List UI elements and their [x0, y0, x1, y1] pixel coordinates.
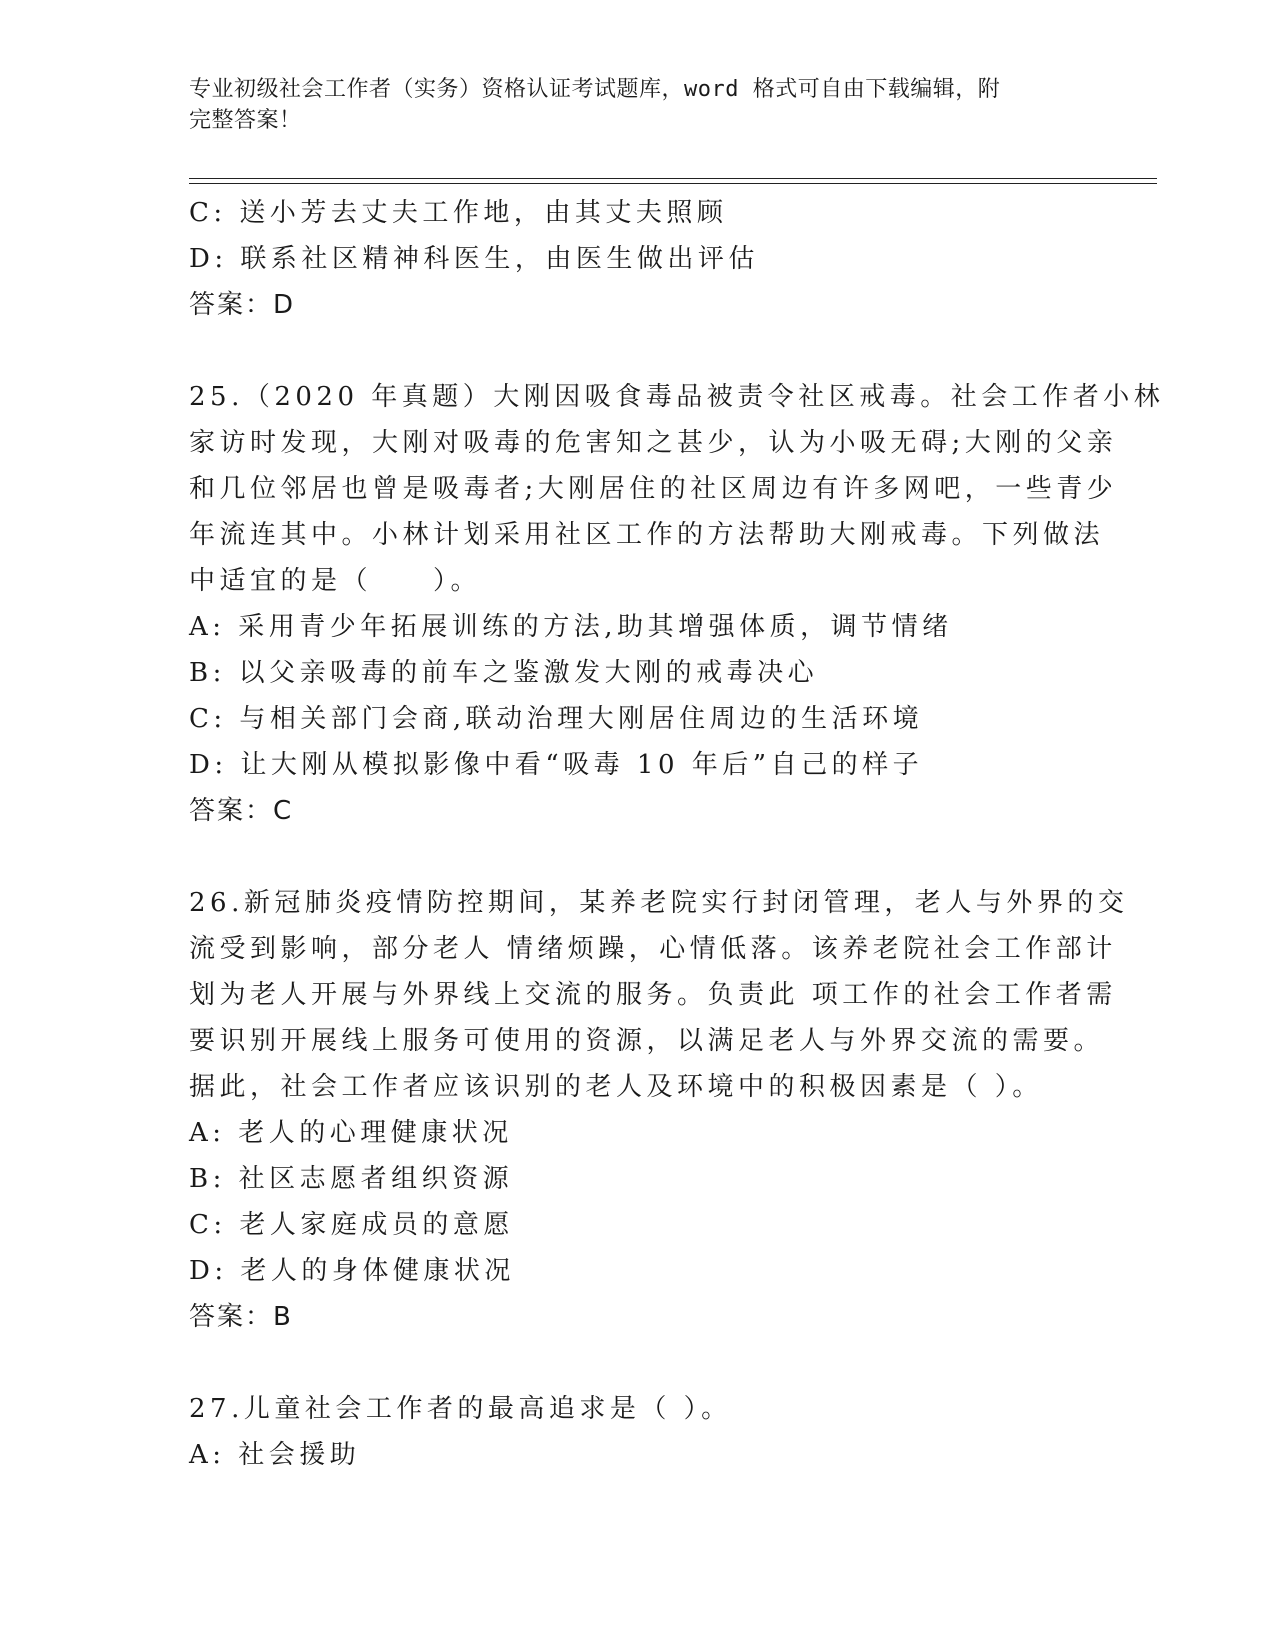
- question-stem-line: 据此，社会工作者应该识别的老人及环境中的积极因素是（ ）。: [189, 1072, 1043, 1102]
- option-d: D: 联系社区精神科医生，由医生做出评估: [189, 244, 759, 274]
- question-stem-line: 要识别开展线上服务可使用的资源，以满足老人与外界交流的需要。: [189, 1026, 1105, 1056]
- option-a: A: 采用青少年拓展训练的方法,助其增强体质，调节情绪: [189, 612, 953, 642]
- question-stem-line: 25.（2020 年真题）大刚因吸食毒品被责令社区戒毒。社会工作者小林: [189, 382, 1165, 412]
- question-27: [189, 1386, 1089, 1478]
- option-a: A: 老人的心理健康状况: [189, 1118, 513, 1148]
- prev-question-block: [189, 190, 1089, 328]
- option-c: C: 老人家庭成员的意愿: [189, 1210, 514, 1240]
- header-line-2: 完整答案！: [189, 108, 302, 133]
- header-line-1: 专业初级社会工作者（实务）资格认证考试题库，word 格式可自由下载编辑，附: [189, 77, 1001, 102]
- question-stem-line: 划为老人开展与外界线上交流的服务。负责此 项工作的社会工作者需: [189, 980, 1117, 1010]
- question-content: [189, 190, 1165, 1478]
- question-stem-line: 27.儿童社会工作者的最高追求是（ ）。: [189, 1394, 732, 1424]
- option-c: C: 与相关部门会商,联动治理大刚居住周边的生活环境: [189, 704, 924, 734]
- option-a: A: 社会援助: [189, 1440, 361, 1470]
- question-26: [189, 880, 1129, 1340]
- question-stem-line: 26.新冠肺炎疫情防控期间，某养老院实行封闭管理，老人与外界的交: [189, 888, 1129, 918]
- question-stem-line: 中适宜的是（ ）。: [189, 566, 482, 596]
- answer-line: 答案：B: [189, 1302, 293, 1332]
- header-divider-top: [189, 178, 1157, 179]
- answer-line: 答案：D: [189, 290, 296, 320]
- question-stem-line: 和几位邻居也曾是吸毒者;大刚居住的社区周边有许多网吧，一些青少: [189, 474, 1118, 504]
- question-stem-line: 年流连其中。小林计划采用社区工作的方法帮助大刚戒毒。下列做法: [189, 520, 1105, 550]
- question-stem-line: 家访时发现，大刚对吸毒的危害知之甚少，认为小吸无碍;大刚的父亲: [189, 428, 1118, 458]
- option-b: B: 社区志愿者组织资源: [189, 1164, 514, 1194]
- answer-line: 答案：C: [189, 796, 294, 826]
- option-b: B: 以父亲吸毒的前车之鉴激发大刚的戒毒决心: [189, 658, 819, 688]
- question-stem-line: 流受到影响，部分老人 情绪烦躁，心情低落。该养老院社会工作部计: [189, 934, 1117, 964]
- spacer: [189, 834, 1089, 880]
- option-d: D: 老人的身体健康状况: [189, 1256, 515, 1286]
- option-d: D: 让大刚从模拟影像中看“吸毒 10 年后”自己的样子: [189, 750, 924, 780]
- question-25: [189, 374, 1165, 834]
- spacer: [189, 328, 1089, 374]
- document-header: [189, 74, 1089, 136]
- spacer: [189, 1340, 1089, 1386]
- header-divider-bottom: [189, 183, 1157, 184]
- option-c: C: 送小芳去丈夫工作地，由其丈夫照顾: [189, 198, 728, 228]
